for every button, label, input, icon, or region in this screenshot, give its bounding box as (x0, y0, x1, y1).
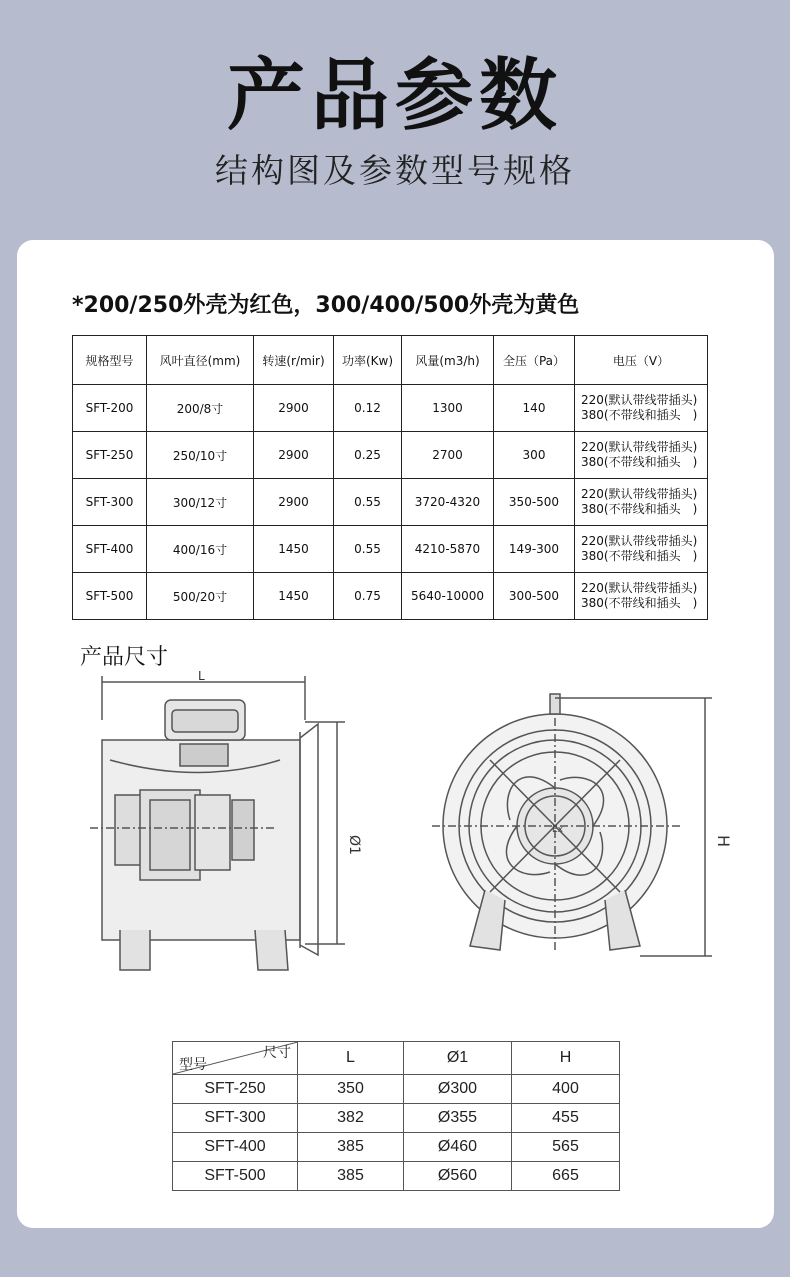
corner-label-size: 尺寸 (263, 1044, 291, 1060)
voltage-220: 220(默认带线带插头) (581, 534, 698, 548)
cell-pressure: 350-500 (494, 479, 575, 526)
cell-model: SFT-400 (73, 526, 147, 573)
dim-cell-model: SFT-400 (173, 1133, 298, 1162)
cell-power: 0.55 (334, 526, 402, 573)
cell-airflow: 1300 (402, 385, 494, 432)
cell-diameter: 400/16寸 (147, 526, 254, 573)
dim-table-header-row (173, 1042, 620, 1075)
dim-corner-cell (173, 1042, 298, 1075)
spec-header-airflow: 风量(m3/h) (402, 336, 494, 385)
label-length: L (198, 669, 205, 683)
table-row (173, 1162, 620, 1191)
page-subtitle: 结构图及参数型号规格 (215, 151, 575, 190)
cell-pressure: 300 (494, 432, 575, 479)
cell-power: 0.12 (334, 385, 402, 432)
spec-header-speed: 转速(r/mir) (254, 336, 334, 385)
dim-cell-l: 350 (298, 1075, 404, 1104)
cell-diameter: 200/8寸 (147, 385, 254, 432)
cell-pressure: 149-300 (494, 526, 575, 573)
dim-header-d: Ø1 (404, 1042, 512, 1075)
dim-cell-h: 565 (512, 1133, 620, 1162)
color-note: *200/250外壳为红色，300/400/500外壳为黄色 (72, 293, 580, 318)
dim-header-l: L (298, 1042, 404, 1075)
cell-model: SFT-300 (73, 479, 147, 526)
table-row (173, 1133, 620, 1162)
cell-model: SFT-200 (73, 385, 147, 432)
dim-cell-d: Ø355 (404, 1104, 512, 1133)
dim-cell-model: SFT-500 (173, 1162, 298, 1191)
dim-cell-model: SFT-300 (173, 1104, 298, 1133)
spec-header-model: 规格型号 (73, 336, 147, 385)
spec-header-voltage: 电压（V） (575, 336, 708, 385)
cell-pressure: 300-500 (494, 573, 575, 620)
cell-airflow: 3720-4320 (402, 479, 494, 526)
voltage-220: 220(默认带线带插头) (581, 393, 698, 407)
label-height: H (714, 835, 733, 848)
dimension-section-title: 产品尺寸 (80, 645, 169, 670)
cell-airflow: 2700 (402, 432, 494, 479)
cell-model: SFT-500 (73, 573, 147, 620)
cell-airflow: 5640-10000 (402, 573, 494, 620)
cell-speed: 2900 (254, 479, 334, 526)
voltage-380: 380(不带线和插头 ) (581, 502, 698, 516)
cell-pressure: 140 (494, 385, 575, 432)
dim-cell-h: 455 (512, 1104, 620, 1133)
side-view-drawing (90, 676, 345, 970)
voltage-380: 380(不带线和插头 ) (581, 455, 698, 469)
cell-voltage (575, 385, 708, 432)
table-row (73, 479, 708, 526)
voltage-220: 220(默认带线带插头) (581, 487, 698, 501)
cell-airflow: 4210-5870 (402, 526, 494, 573)
cell-diameter: 300/12寸 (147, 479, 254, 526)
dim-cell-d: Ø300 (404, 1075, 512, 1104)
dim-cell-h: 665 (512, 1162, 620, 1191)
spec-header-pressure: 全压（Pa） (494, 336, 575, 385)
cell-power: 0.25 (334, 432, 402, 479)
cell-power: 0.75 (334, 573, 402, 620)
spec-header-power: 功率(Kw) (334, 336, 402, 385)
dim-cell-d: Ø460 (404, 1133, 512, 1162)
ex-mark: Ex (552, 825, 564, 835)
spec-table (72, 335, 708, 620)
cell-speed: 1450 (254, 573, 334, 620)
table-row (173, 1104, 620, 1133)
dim-cell-d: Ø560 (404, 1162, 512, 1191)
voltage-380: 380(不带线和插头 ) (581, 549, 698, 563)
front-view-drawing (432, 694, 712, 956)
corner-label-model: 型号 (179, 1056, 207, 1072)
cell-diameter: 250/10寸 (147, 432, 254, 479)
label-diameter: Ø1 (346, 835, 362, 855)
table-row (173, 1075, 620, 1104)
cell-speed: 2900 (254, 432, 334, 479)
dim-cell-model: SFT-250 (173, 1075, 298, 1104)
cell-speed: 2900 (254, 385, 334, 432)
page-title: 产品参数 (226, 51, 563, 141)
dim-header-h: H (512, 1042, 620, 1075)
dimension-table (172, 1041, 620, 1191)
voltage-380: 380(不带线和插头 ) (581, 596, 698, 610)
table-row (73, 573, 708, 620)
table-row (73, 385, 708, 432)
fan-dimension-drawing (0, 660, 790, 980)
dim-cell-l: 385 (298, 1162, 404, 1191)
table-row (73, 526, 708, 573)
voltage-220: 220(默认带线带插头) (581, 581, 698, 595)
cell-voltage (575, 432, 708, 479)
voltage-220: 220(默认带线带插头) (581, 440, 698, 454)
dim-cell-l: 385 (298, 1133, 404, 1162)
voltage-380: 380(不带线和插头 ) (581, 408, 698, 422)
cell-voltage (575, 479, 708, 526)
cell-voltage (575, 526, 708, 573)
spec-header-diameter: 风叶直径(mm) (147, 336, 254, 385)
cell-power: 0.55 (334, 479, 402, 526)
dim-cell-l: 382 (298, 1104, 404, 1133)
spec-table-header-row (73, 336, 708, 385)
cell-speed: 1450 (254, 526, 334, 573)
cell-model: SFT-250 (73, 432, 147, 479)
table-row (73, 432, 708, 479)
cell-voltage (575, 573, 708, 620)
dim-cell-h: 400 (512, 1075, 620, 1104)
cell-diameter: 500/20寸 (147, 573, 254, 620)
